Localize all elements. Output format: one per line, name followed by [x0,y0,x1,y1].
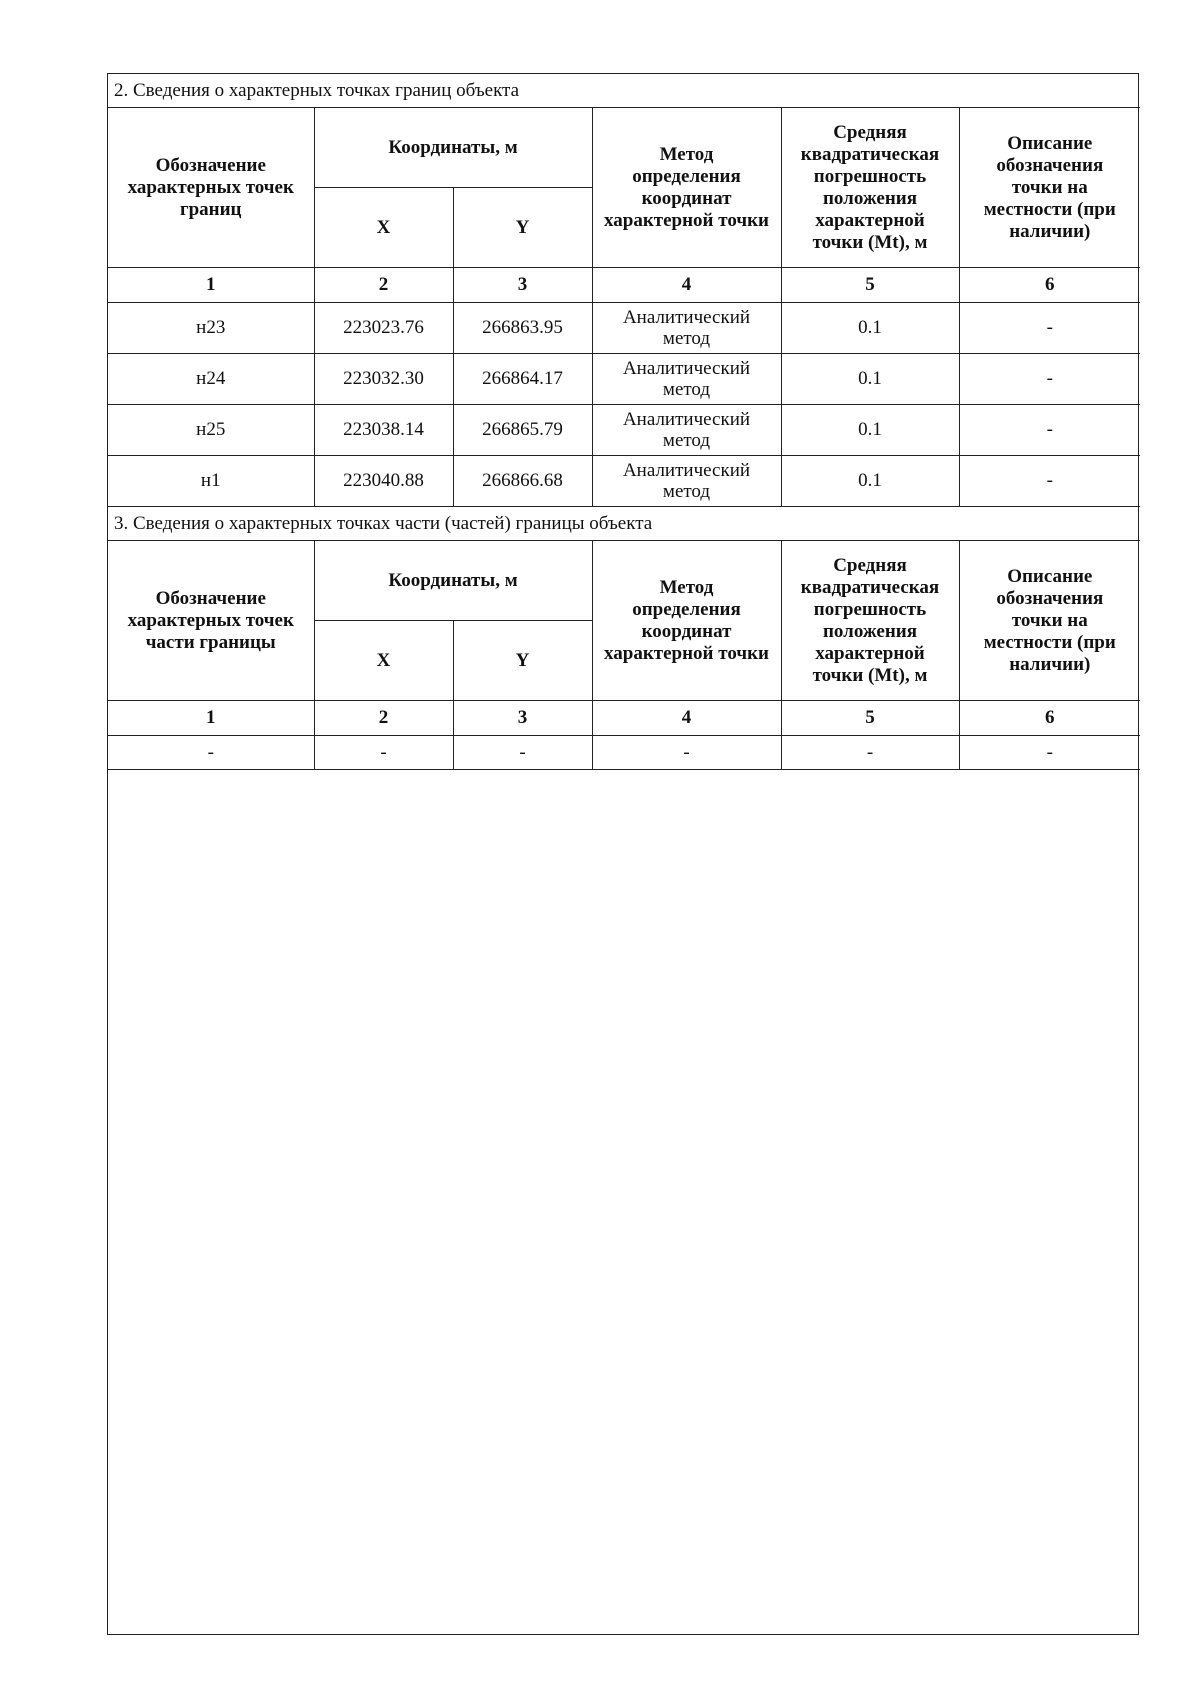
header-y: Y [453,188,592,268]
coord-x: 223040.88 [314,456,453,507]
coord-y: 266866.68 [453,456,592,507]
header-description: Описание обозначения точки на местности (при наличии) [959,541,1140,701]
description: - [959,456,1140,507]
section-2-title: 2. Сведения о характерных точках границ объекта [108,74,1140,108]
column-number: 4 [592,268,781,303]
header-coordinates: Координаты, м [314,108,592,188]
column-number: 5 [781,701,959,736]
column-number: 6 [959,701,1140,736]
column-number: 1 [108,268,314,303]
header-x: X [314,188,453,268]
boundary-points-table [108,74,1140,770]
coord-x: 223032.30 [314,354,453,405]
description: - [959,354,1140,405]
column-number: 4 [592,701,781,736]
mean-error: 0.1 [781,354,959,405]
column-number: 3 [453,701,592,736]
method: - [592,736,781,770]
point-label: н1 [108,456,314,507]
table-row [108,405,1140,456]
method: Аналитический метод [592,303,781,354]
coord-y: 266864.17 [453,354,592,405]
column-number: 1 [108,701,314,736]
header-mean-error: Средняя квадратическая погрешность положения характерной точки (Mt), м [781,108,959,268]
point-label: н23 [108,303,314,354]
table-row [108,456,1140,507]
coord-x: - [314,736,453,770]
section-3-title: 3. Сведения о характерных точках части (частей) границы объекта [108,507,1140,541]
coord-x: 223038.14 [314,405,453,456]
mean-error: 0.1 [781,456,959,507]
method: Аналитический метод [592,354,781,405]
header-description: Описание обозначения точки на местности (при наличии) [959,108,1140,268]
mean-error: 0.1 [781,303,959,354]
coord-x: 223023.76 [314,303,453,354]
header-method: Метод определения координат характерной точки [592,108,781,268]
header-method: Метод определения координат характерной точки [592,541,781,701]
description: - [959,736,1140,770]
point-label: н24 [108,354,314,405]
coord-y: - [453,736,592,770]
coord-y: 266863.95 [453,303,592,354]
header-y: Y [453,621,592,701]
coord-y: 266865.79 [453,405,592,456]
method: Аналитический метод [592,405,781,456]
header-coordinates: Координаты, м [314,541,592,621]
mean-error: - [781,736,959,770]
table-row [108,303,1140,354]
mean-error: 0.1 [781,405,959,456]
header-mean-error: Средняя квадратическая погрешность положения характерной точки (Mt), м [781,541,959,701]
point-label: - [108,736,314,770]
document-frame [107,73,1139,1635]
point-label: н25 [108,405,314,456]
description: - [959,405,1140,456]
column-number: 5 [781,268,959,303]
column-number: 3 [453,268,592,303]
column-number: 2 [314,701,453,736]
header-x: X [314,621,453,701]
table-row [108,736,1140,770]
method: Аналитический метод [592,456,781,507]
header-designation: Обозначение характерных точек границ [108,108,314,268]
column-number: 2 [314,268,453,303]
table-row [108,354,1140,405]
header-designation: Обозначение характерных точек части границы [108,541,314,701]
column-number: 6 [959,268,1140,303]
description: - [959,303,1140,354]
